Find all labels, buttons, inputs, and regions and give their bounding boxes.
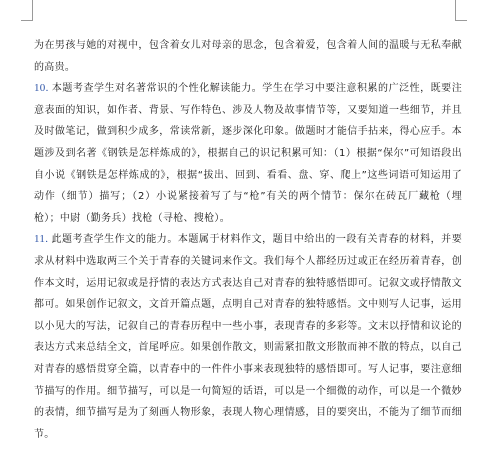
paragraph-text: 本题考查学生对名著常识的个性化解读能力。学生在学习中要注意积累的广泛性，既要注意表面的知识，如作者、背景、写作特色、涉及人物及故事情节等，又要知道一些细节，并且及时做笔记，做到积少成多，常读常新，逐步深化印象。做题时才能信手拈来，得心应手。本题涉及到名著《钢铁是怎样炼成的》，根据自己的识记积累可知：（1）根据“保尔”可知语段出自小说《钢铁是怎样炼成的》，根据“拔出、回到、看看、盘、穿、爬上”这些词语可知运用了动作（细节）描写；（2）小说紧接着写了与“枪”有关的两个情节：保尔在砖瓦厂藏枪（埋枪）；中尉（勤务兵）找枪（寻枪、搜枪）。 [34,83,462,224]
document-body [34,35,462,445]
page-corner-mark-top-right [455,0,467,21]
page-corner-mark-top-left [21,0,33,21]
answer-paragraph-11 [34,229,462,445]
question-number: 10. [34,82,49,95]
paragraph-text: 为在男孩与她的对视中，包含着女儿对母亲的思念，包含着爱，包含着人间的温暖与无私奉献的高贵。 [34,40,462,73]
answer-paragraph-10 [34,78,462,229]
question-number: 11. [34,233,49,246]
paragraph-continuation [34,35,462,78]
paragraph-text: 此题考查学生作文的能力。本题属于材料作文，题目中给出的一段有关青春的材料，并要求从材料中选取两三个关于青春的关键词来作文。我们每个人都经历过或正在经历着青春，创作本文时，运用记叙或是抒情的表达方式表达自己对青春的独特感悟即可。记叙文或抒情散文都可。如果创作记叙文，文首开篇点题，点明自己对青春的独特感悟。文中则写人记事，运用以小见大的写法，记叙自己的青春历程中一些小事，表现青春的多彩等。文末以抒情和议论的表达方式来总结全文，首尾呼应。如果创作散文，则需紧扣散文形散而神不散的特点，以自己对青春的感悟贯穿全篇，以青春中的一件件小事来表现独特的感悟即可。写人记事，要注意细节描写的作用。细节描写，可以是一句简短的话语，可以是一个细微的动作，可以是一个微妙的表情，细节描写是为了刻画人物形象，表现人物心理情感，目的要突出，不能为了细节而细节。 [34,234,462,440]
